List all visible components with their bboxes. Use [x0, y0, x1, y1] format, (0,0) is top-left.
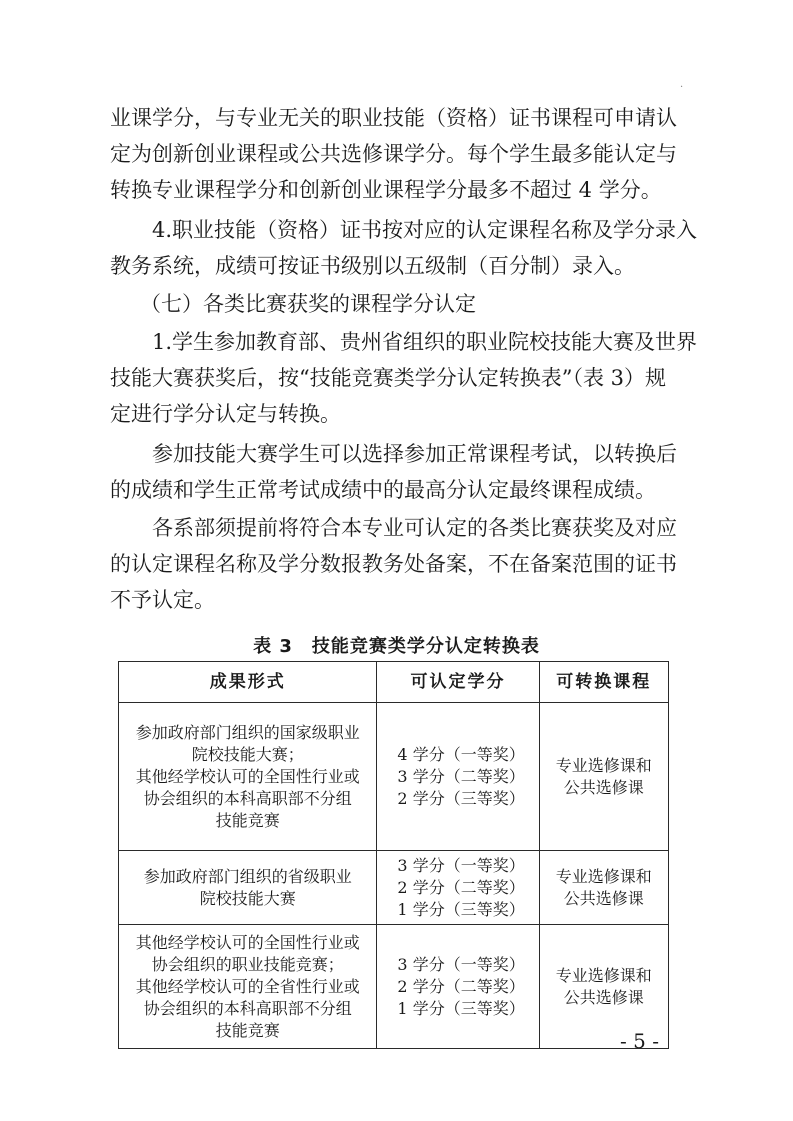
table-row: [119, 703, 669, 851]
cell-line: 公共选修课: [563, 888, 644, 908]
column-header-course: 可转换课程: [539, 662, 668, 703]
cell-line: 协会组织的职业技能竞赛；: [151, 954, 344, 974]
cell-line: 其他经学校认可的全国性行业或: [135, 932, 360, 952]
paragraph-1: [110, 100, 688, 208]
cell-line: 公共选修课: [563, 777, 644, 797]
table-caption: 表 3 技能竞赛类学分认定转换表: [253, 636, 540, 657]
text-line: 4.职业技能（资格）证书按对应的认定课程名称及学分录入: [152, 218, 698, 242]
cell-line: 2 学分（二等奖）: [397, 877, 525, 897]
column-header-credits: 可认定学分: [377, 662, 539, 703]
credits-cell: [377, 703, 539, 851]
text-line: 1.学生参加教育部、贵州省组织的职业院校技能大赛及世界: [152, 330, 698, 354]
paragraph-4: [110, 436, 688, 508]
cell-line: 参加政府部门组织的省级职业: [143, 866, 352, 886]
course-cell: [539, 703, 668, 851]
form-cell: [119, 851, 377, 925]
text-line: 转换专业课程学分和创新创业课程学分最多不超过 4 学分。: [110, 178, 662, 202]
cell-line: 专业选修课和: [555, 866, 652, 886]
text-line: 的成绩和学生正常考试成绩中的最高分认定最终课程成绩。: [110, 478, 656, 502]
credit-conversion-table: [118, 661, 669, 1049]
cell-line: 协会组织的本科高职部不分组: [143, 788, 352, 808]
cell-line: 协会组织的本科高职部不分组: [143, 998, 352, 1018]
text-line: 的认定课程名称及学分数报教务处备案，不在备案范围的证书: [110, 552, 677, 576]
table-row: [119, 851, 669, 925]
paragraph-3: [110, 324, 698, 432]
form-cell: [119, 925, 377, 1049]
cell-line: 1 学分（三等奖）: [397, 998, 525, 1018]
cell-line: 其他经学校认可的全省性行业或: [135, 976, 360, 996]
text-line: 定进行学分认定与转换。: [110, 402, 341, 426]
cell-line: 3 学分（二等奖）: [397, 766, 525, 786]
course-cell: [539, 851, 668, 925]
cell-line: 院校技能大赛；: [191, 744, 304, 764]
cell-line: 2 学分（三等奖）: [397, 788, 525, 808]
credits-cell: [377, 925, 539, 1049]
cell-line: 其他经学校认可的全国性行业或: [135, 766, 360, 786]
text-line: 参加技能大赛学生可以选择参加正常课程考试，以转换后: [152, 442, 677, 466]
text-line: 技能大赛获奖后，按“技能竞赛类学分认定转换表”（表 3）规: [110, 366, 667, 390]
cell-line: 1 学分（三等奖）: [397, 899, 525, 919]
heading-text: （七）各类比赛获奖的课程学分认定: [140, 292, 476, 316]
cell-line: 参加政府部门组织的国家级职业: [135, 722, 360, 742]
margin-dot: ·: [680, 82, 684, 93]
text-line: 业课学分，与专业无关的职业技能（资格）证书课程可申请认: [110, 106, 677, 130]
paragraph-2: [110, 212, 698, 284]
section-heading: [110, 286, 688, 322]
cell-line: 4 学分（一等奖）: [397, 744, 525, 764]
table-row: [119, 925, 669, 1049]
form-cell: [119, 703, 377, 851]
text-line: 各系部须提前将符合本专业可认定的各类比赛获奖及对应: [152, 516, 677, 540]
cell-line: 专业选修课和: [555, 755, 652, 775]
page-number: - 5 -: [620, 1029, 659, 1053]
text-line: 不予认定。: [110, 588, 215, 612]
text-line: 定为创新创业课程或公共选修课学分。每个学生最多能认定与: [110, 142, 677, 166]
credits-cell: [377, 851, 539, 925]
paragraph-5: [110, 510, 688, 618]
cell-line: 院校技能大赛: [199, 888, 296, 908]
text-line: 教务系统，成绩可按证书级别以五级制（百分制）录入。: [110, 254, 635, 278]
cell-line: 3 学分（一等奖）: [397, 954, 525, 974]
cell-line: 3 学分（一等奖）: [397, 855, 525, 875]
column-header-form: 成果形式: [119, 662, 377, 703]
cell-line: 公共选修课: [563, 987, 644, 1007]
cell-line: 技能竞赛: [215, 810, 280, 830]
cell-line: 技能竞赛: [215, 1020, 280, 1040]
cell-line: 专业选修课和: [555, 965, 652, 985]
table-header-row: [119, 662, 669, 703]
cell-line: 2 学分（二等奖）: [397, 976, 525, 996]
